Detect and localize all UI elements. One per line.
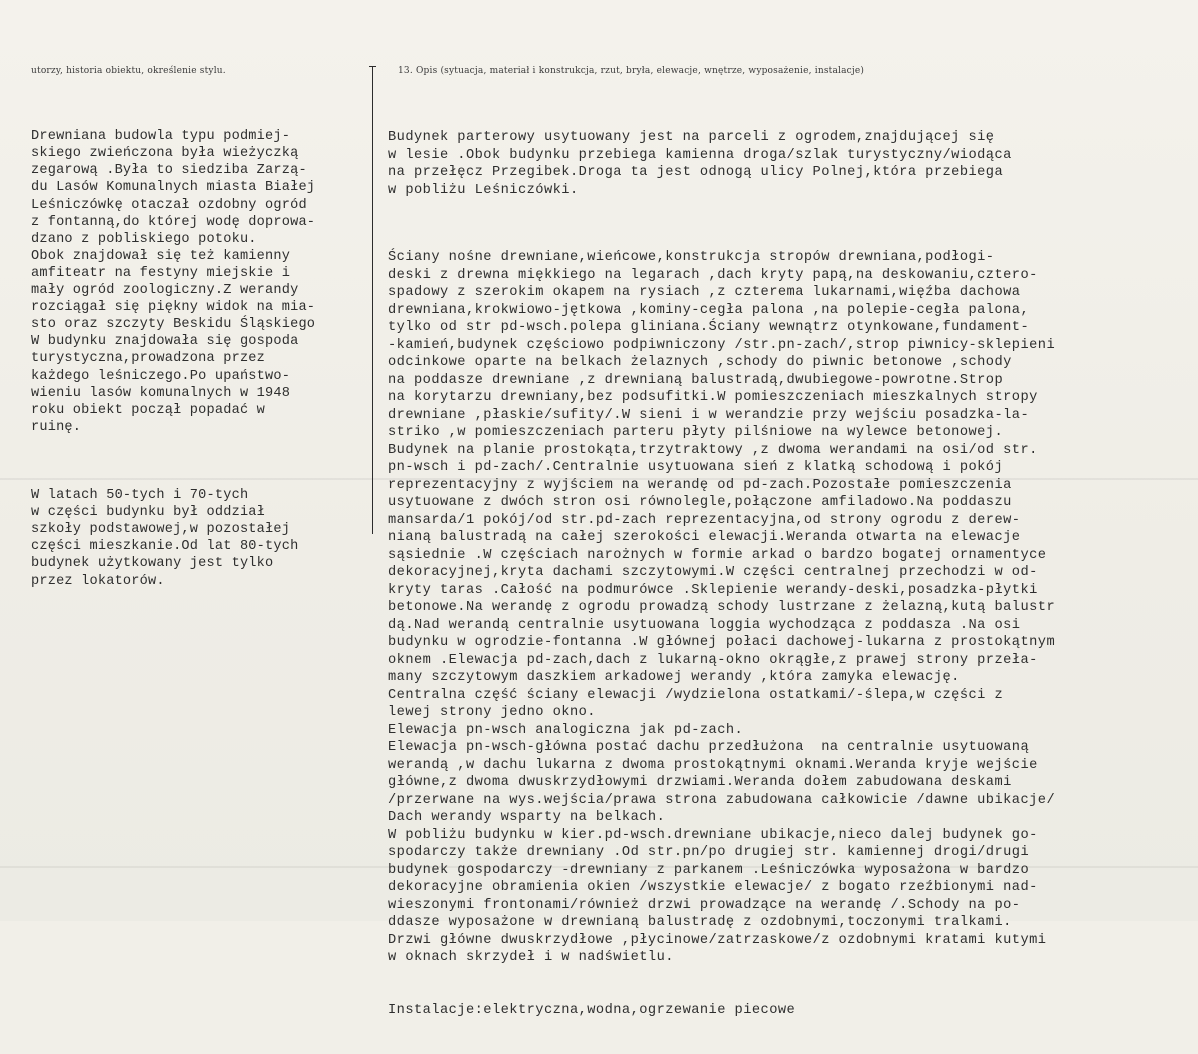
description-paragraph-construction: Ściany nośne drewniane,wieńcowe,konstrukcja stropów drewniana,podłogi- deski z drewna miękkiego na legarach ,dach kryty papą,na deskowaniu,cztero- spadowy z szerokim okapem na rysiach ,z czterema lukarnami,więźba dachowa drewniana,krokwiowo-jętkowa ,kominy-cegła palona ,na polepie-cegła palona, tylko od str pd-wsch.polepa gliniana.Ściany wewnątrz otynkowane,fundament- -kamień,budynek częściowo podpiwniczony /str.pn-zach/,strop piwnicy-sklepieni odcinkowe oparte na belkach żelaznych ,schody do piwnic betonowe ,schody na poddasze drewniane ,z drewnianą balustradą,dwubiegowe-powrotne.Strop na korytarzu drewniany,bez podsufitki.W pomieszczeniach mieszkalnych stropy drewniane ,płaskie/sufity/.W sieni i w werandzie przy wejściu posadzka-la- striko ,w pomieszczeniach parteru płyty pilśniowe na wylewce betonowej. Budynek na planie prostokąta,trzytraktowy ,z dwoma werandami na osi/od str. pn-wsch i pd-zach/.Centralnie usytuowana sień z klatką schodową i pokój reprezentacyjny z wyjściem na werandę od pd-zach.Pozostałe pomieszczenia usytuowane z dwóch stron osi równolegle,połączone amfiladowo.Na poddaszu mansarda/1 pokój/od str.pd-zach reprezentacyjna,od strony ogrodu z derew- nianą balustradą na całej szerokości elewacji.Weranda otwarta na elewacje sąsiednie .W częściach narożnych w formie arkad o bardzo bogatej ornamentyce dekoracyjnej,kryta dachami szczytowymi.W części centralnej przechodzi w od- kryty taras .Całość na podmurówce .Sklepienie werandy-deski,posadzka-płytki betonowe.Na werandę z ogrodu prowadzą schody lustrzane z żelazną,kutą balustr dą.Nad werandą centralnie usytuowana loggia wychodząca z poddasza .Na osi budynku w ogrodzie-fontanna .W głównej połaci dachowej-lukarna z prostokątnym oknem .Elewacja pd-zach,dach z lukarną-okno okrągłe,z prawej strony przeła- many szczytowym daszkiem arkadowej werandy ,która zamyka elewację. Centralna część ściany elewacji /wydzielona ostatkami/-ślepa,w części z lewej strony jedno okno. Elewacja pn-wsch analogiczna jak pd-zach. Elewacja pn-wsch-główna postać dachu przedłużona na centralnie usytuowaną werandą ,w dachu lukarna z dwoma prostokątnymi oknami.Weranda kryje wejście główne,z dwoma dwuskrzydłowymi drzwiami.Weranda dołem zabudowana deskami /przerwane na wys.wejścia/prawa strona zabudowana całkowicie /dawne ubikacje/ Dach werandy wsparty na belkach. W pobliżu budynku w kier.pd-wsch.drewniane ubikacje,nieco dalej budynek go- spodarczy także drewniany .Od str.pn/po drugiej str. kamiennej drogi/drugi budynek gospodarczy -drewniany z parkanem .Leśniczówka wyposażona w bardzo dekoracyjne obramienia okien /wszystkie elewacje/ z bogato rzeźbionymi nad- wieszonymi frontonami/również drzwi prowadzące na werandę /.Schody na po- ddasze wyposażone w drewnianą balustradę z ozdobnymi,toczonymi tralkami. Drzwi główne dwuskrzydłowe ,płycinowe/zatrzaskowe/z ozdobnymi kratami kutymi w oknach skrzydeł i w nadświetlu. xyxy=(388,250,1056,965)
history-text xyxy=(31,94,315,624)
description-paragraph-installations: Instalacje:elektryczna,wodna,ogrzewanie piecowe xyxy=(388,1002,796,1018)
history-paragraph-2: W latach 50-tych i 70-tych w części budynku był oddział szkoły podstawowej,w pozostałej części mieszkanie.Od lat 80-tych budynek użytkowany jest tylko przez lokatorów. xyxy=(31,488,299,589)
description-text xyxy=(388,94,1055,1054)
column-divider-tick xyxy=(369,66,376,67)
history-paragraph-1: Drewniana budowla typu podmiej- skiego zwieńczona była wieżyczką zegarową .Była to siedziba Zarzą- du Lasów Komunalnych miasta Białej Leśniczówkę otaczał ozdobny ogród z fontanną,do której wodę doprowa- dzano z pobliskiego potoku. Obok znajdował się też kamienny amfiteatr na festyny miejskie i mały ogród zoologiczny.Z werandy rozciągał się piękny widok na mia- sto oraz szczyty Beskidu Śląskiego W budynku znajdowała się gospoda turystyczna,prowadzona przez każdego leśniczego.Po upaństwo- wieniu lasów komunalnych w 1948 roku obiekt począł popadać w ruinę. xyxy=(31,129,316,435)
right-column-header: 13. Opis (sytuacja, materiał i konstrukcja, rzut, bryła, elewacje, wnętrze, wyposażenie, instalacje) xyxy=(398,66,865,76)
description-paragraph-location: Budynek parterowy usytuowany jest na parceli z ogrodem,znajdującej się w lesie .Obok budynku przebiega kamienna droga/szlak turystyczny/wiodąca na przełęcz Przegibek.Droga ta jest odnogą ulicy Polnej,która przebiega w pobliżu Leśniczówki. xyxy=(388,130,1012,198)
left-column-header: utorzy, historia obiektu, określenie stylu. xyxy=(31,66,226,76)
column-divider xyxy=(372,66,373,534)
